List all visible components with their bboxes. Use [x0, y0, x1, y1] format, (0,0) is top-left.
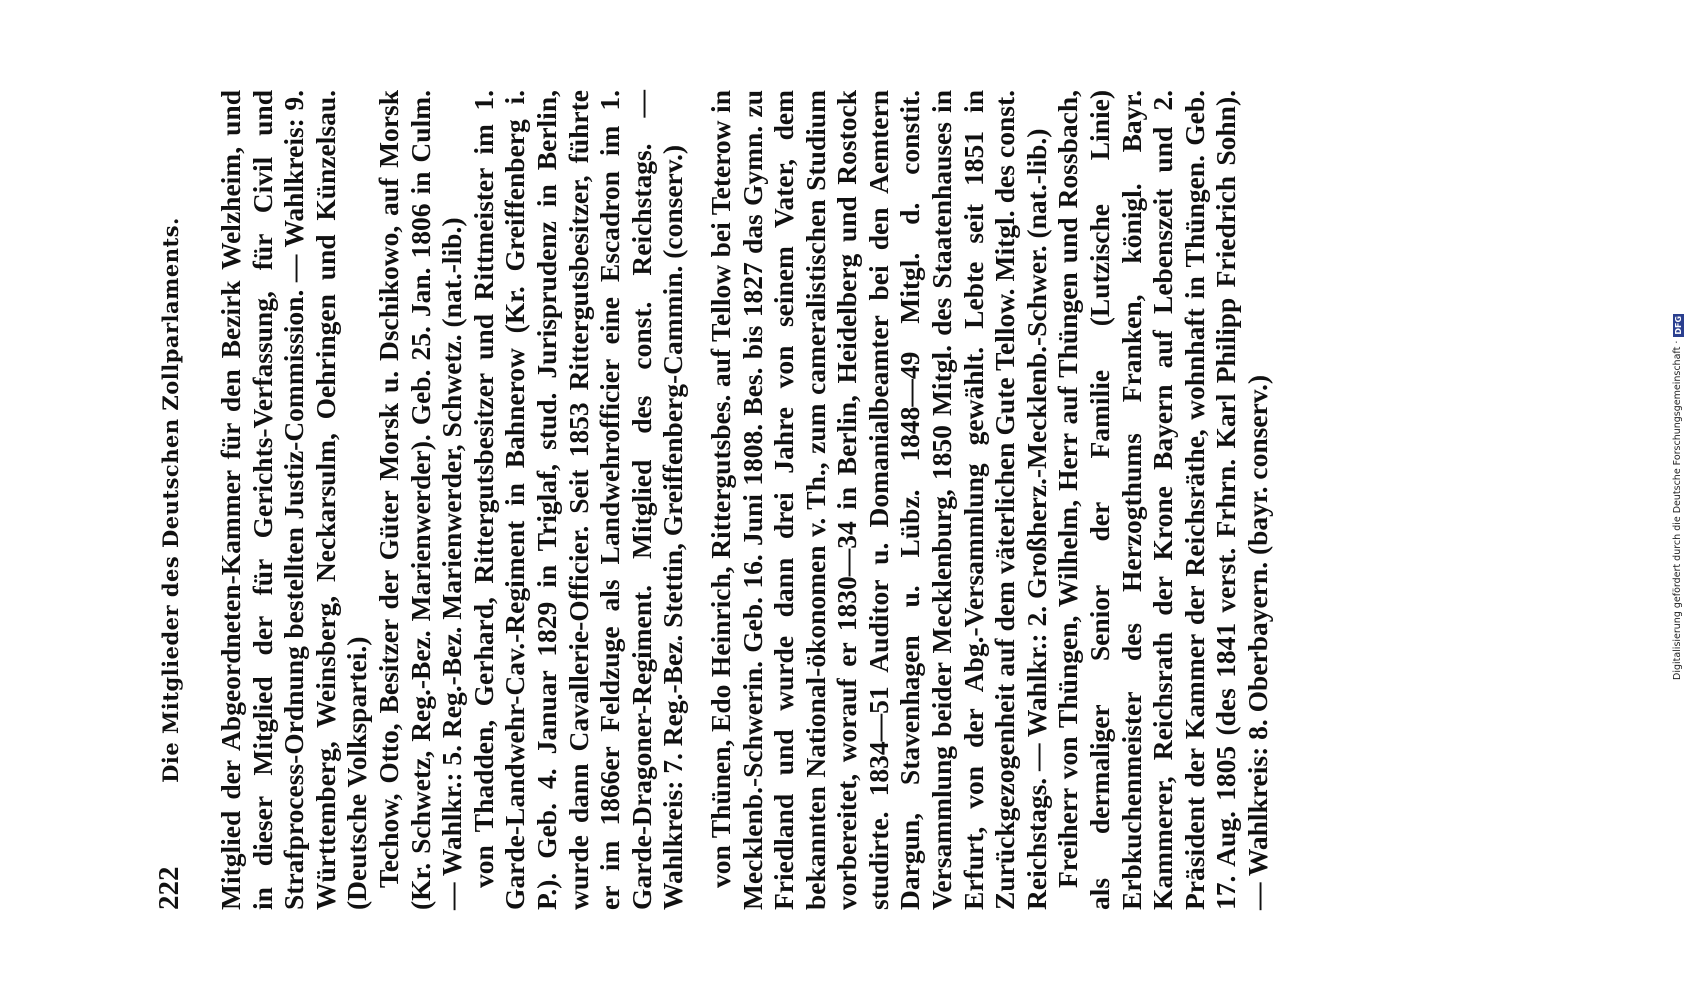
- entry-thuenen: [705, 90, 1053, 910]
- body-text: [215, 90, 1274, 910]
- page-number: 222: [153, 866, 185, 910]
- digitization-note: [1672, 315, 1684, 680]
- entry-text: Wilhelm, Herr auf Thüngen und Rossbach, als dermaliger Senior der Familie (Lutzische Linie) Erbkuchenmeister des Herzogthums Franken, königl. Bayr. Kammerer, Reichsrath der Krone Bayern auf Lebenszeit und 2. Präsident der Kammer der Reichsräthe, wohnhaft in Thüngen. Geb. 17. Aug. 1805 (des 1841 verst. Frhrn. Karl Philipp Friedrich Sohn). — Wahlkreis: 8. Oberbayern. (bayr. conserv.): [1052, 89, 1273, 910]
- entry-name: Techow,: [372, 793, 404, 888]
- document-page: [153, 90, 1533, 910]
- entry-name: Freiherr von Thüngen,: [1052, 615, 1084, 888]
- entry-text: Gerhard, Rittergutsbesitzer und Rittmeister im 1. Garde-Landwehr-Cav.-Regiment in Bahnerow (Kr. Greiffenberg i. P.). Geb. 4. Januar 1829 in Triglaf, stud. Jurisprudenz in Berlin, wurde dann Cavallerie-Officier. Seit 1853 Rittergutsbesitzer, führte er im 1866er Feldzuge als Landwehrofficier eine Escadron im 1. Garde-Dragoner-Regiment. Mitglied des const. Reichstags. — Wahlkreis: 7. Reg.-Bez. Stettin, Greiffenberg-Cammin. (conserv.): [467, 89, 689, 910]
- running-head: [153, 90, 193, 910]
- dfg-logo: DFG: [1673, 315, 1683, 335]
- digitization-note-text: Digitalisierung gefördert durch die Deutsche Forschungsgemeinschaft ·: [1672, 340, 1683, 680]
- entry-text: Otto, Besitzer der Güter Morsk u. Dschikowo, auf Morsk (Kr. Schwetz, Reg.-Bez. Marienwerder). Geb. 25. Jan. 1806 in Culm. — Wahlkr.: 5. Reg.-Bez. Marienwerder, Schwetz. (nat.-lib.): [372, 90, 468, 910]
- entry-techow: [373, 90, 468, 910]
- entry-text: Edo Heinrich, Rittergutsbes. auf Tellow bei Teterow in Mecklenb.-Schwerin. Geb. 16. Juni 1808. Bes. bis 1827 das Gymn. zu Friedland und wurde dann drei Jahre von seinem Vater, dem bekannten National-ökonomen v. Th., zum cameralistischen Studium vorbereitet, worauf er 1830—34 in Berlin, Heidelberg und Rostock studirte. 1834—51 Auditor u. Domanialbeamter bei den Aemtern Dargun, Stavenhagen u. Lübz. 1848—49 Mitgl. d. constit. Versammlung beider Mecklenburg, 1850 Mitgl. des Staatenhauses in Erfurt, von der Abg.-Versammlung gewählt. Lebte seit 1851 in Zurückgezogenheit auf dem väterlichen Gute Tellow. Mitgl. des const. Reichstags. — Wahlkr.: 2. Großherz.-Mecklenb.-Schwer. (nat.-lib.): [704, 90, 1052, 910]
- entry-thuengen: [1052, 90, 1273, 910]
- running-title: Die Mitglieder des Deutschen Zollparlaments.: [158, 217, 183, 783]
- entry-thadden: [468, 90, 689, 910]
- paragraph-continuation: [215, 90, 373, 910]
- entry-name: von Thünen,: [704, 739, 736, 888]
- entry-name: von Thadden,: [467, 719, 499, 888]
- paragraph-text: Mitglied der Abgeordneten-Kammer für den Bezirk Welzheim, und in dieser Mitglied der für Gerichts-Verfassung, für Civil und Strafprocess-Ordnung bestellten Justiz-Commission. — Wahlkreis: 9. Württemberg, Weinsberg, Neckarsulm, Oehringen und Künzelsau. (Deutsche Volkspartei.): [215, 90, 373, 910]
